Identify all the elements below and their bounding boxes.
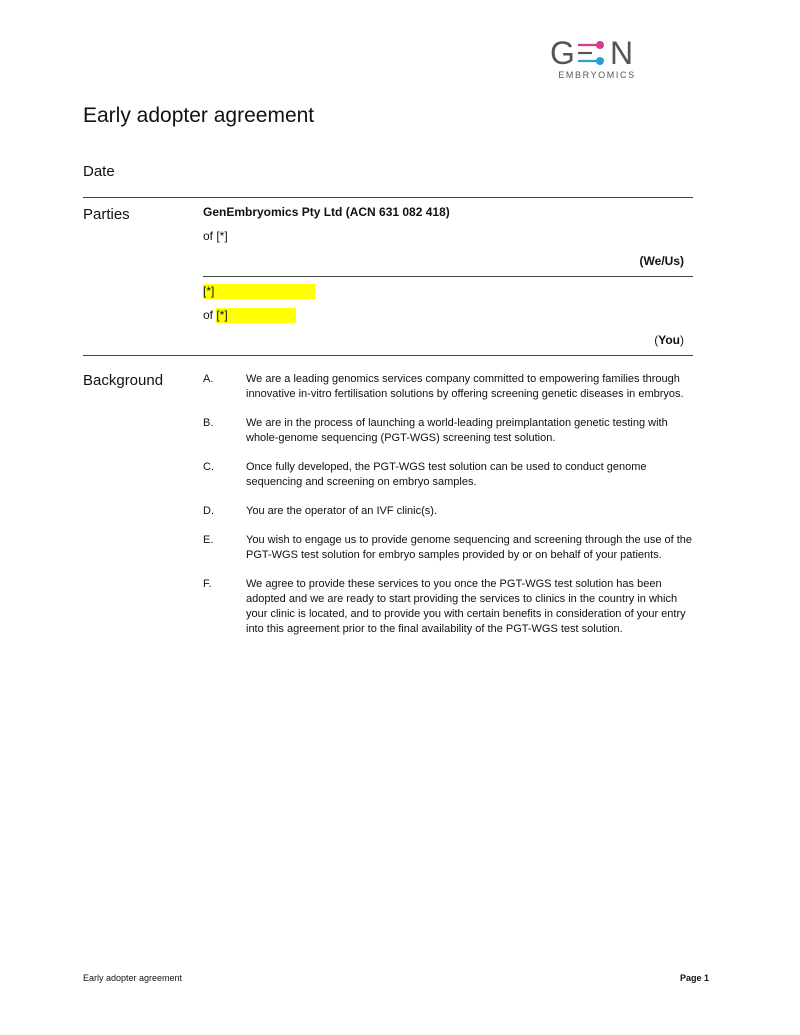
- party-us-of-prefix: of: [203, 229, 217, 243]
- background-item-text: We are a leading genomics services company committed to empowering families through innovative in-vitro fertilisation solutions by offering screening genetic diseases in embryos.: [246, 373, 684, 400]
- logo-letter-g: G: [550, 35, 575, 70]
- background-item-text: We agree to provide these services to you once the PGT-WGS test solution has been adopted and we are ready to start providing the services to clinics in the country in which your clinic is located, and to provide you with certain benefits in consideration of your entry into this agreement prior to the final availability of the PGT-WGS test solution.: [246, 578, 686, 635]
- background-item-a: [203, 372, 693, 402]
- divider-date: [83, 197, 693, 198]
- background-item-d: [203, 504, 693, 519]
- party-us-of-value: [*]: [216, 229, 228, 243]
- logo-pink-dot: [596, 41, 604, 49]
- parties-label: Parties: [83, 206, 130, 223]
- party-you-name-placeholder[interactable]: [*]: [203, 284, 315, 299]
- party-you-of-value[interactable]: [*]: [216, 308, 296, 323]
- background-item-text: You wish to engage us to provide genome sequencing and screening through the use of the PGT-WGS test solution for embryo samples provided by or on behalf of your patients.: [246, 534, 693, 561]
- logo-subtitle: EMBRYOMICS: [558, 70, 636, 80]
- background-item-letter: E.: [203, 534, 214, 546]
- background-item-c: [203, 460, 693, 490]
- background-item-e: [203, 533, 693, 563]
- party-you-address: [203, 308, 296, 323]
- divider-parties: [203, 276, 693, 277]
- background-label: Background: [83, 372, 164, 389]
- background-item-b: [203, 416, 693, 446]
- party-us-role: (We/Us): [639, 254, 684, 268]
- party-you-role: (You): [654, 333, 684, 347]
- background-item-f: [203, 577, 693, 637]
- party-us-address: [203, 229, 228, 243]
- company-logo: [548, 34, 643, 84]
- background-list: [203, 372, 693, 651]
- background-item-letter: A.: [203, 373, 214, 385]
- background-item-letter: C.: [203, 461, 214, 473]
- background-item-text: You are the operator of an IVF clinic(s).: [246, 505, 437, 517]
- date-label: Date: [83, 163, 115, 180]
- background-item-letter: B.: [203, 417, 214, 429]
- party-you-of-prefix: of: [203, 308, 217, 322]
- background-item-letter: D.: [203, 505, 214, 517]
- party-you-role-text: You: [658, 333, 680, 347]
- footer-title: Early adopter agreement: [83, 973, 183, 983]
- background-item-text: Once fully developed, the PGT-WGS test solution can be used to conduct genome sequencing and screening on embryo samples.: [246, 461, 647, 488]
- background-item-letter: F.: [203, 578, 212, 590]
- logo-mark: [548, 34, 643, 70]
- page-title: Early adopter agreement: [83, 104, 315, 127]
- divider-background: [83, 355, 693, 356]
- background-item-text: We are in the process of launching a world-leading preimplantation genetic testing with whole-genome sequencing (PGT-WGS) screening test solution.: [246, 417, 668, 444]
- footer-page-number: Page 1: [679, 973, 709, 983]
- party-us-name: GenEmbryomics Pty Ltd (ACN 631 082 418): [203, 205, 450, 219]
- logo-letter-n: N: [610, 35, 634, 70]
- logo-blue-dot: [596, 57, 604, 65]
